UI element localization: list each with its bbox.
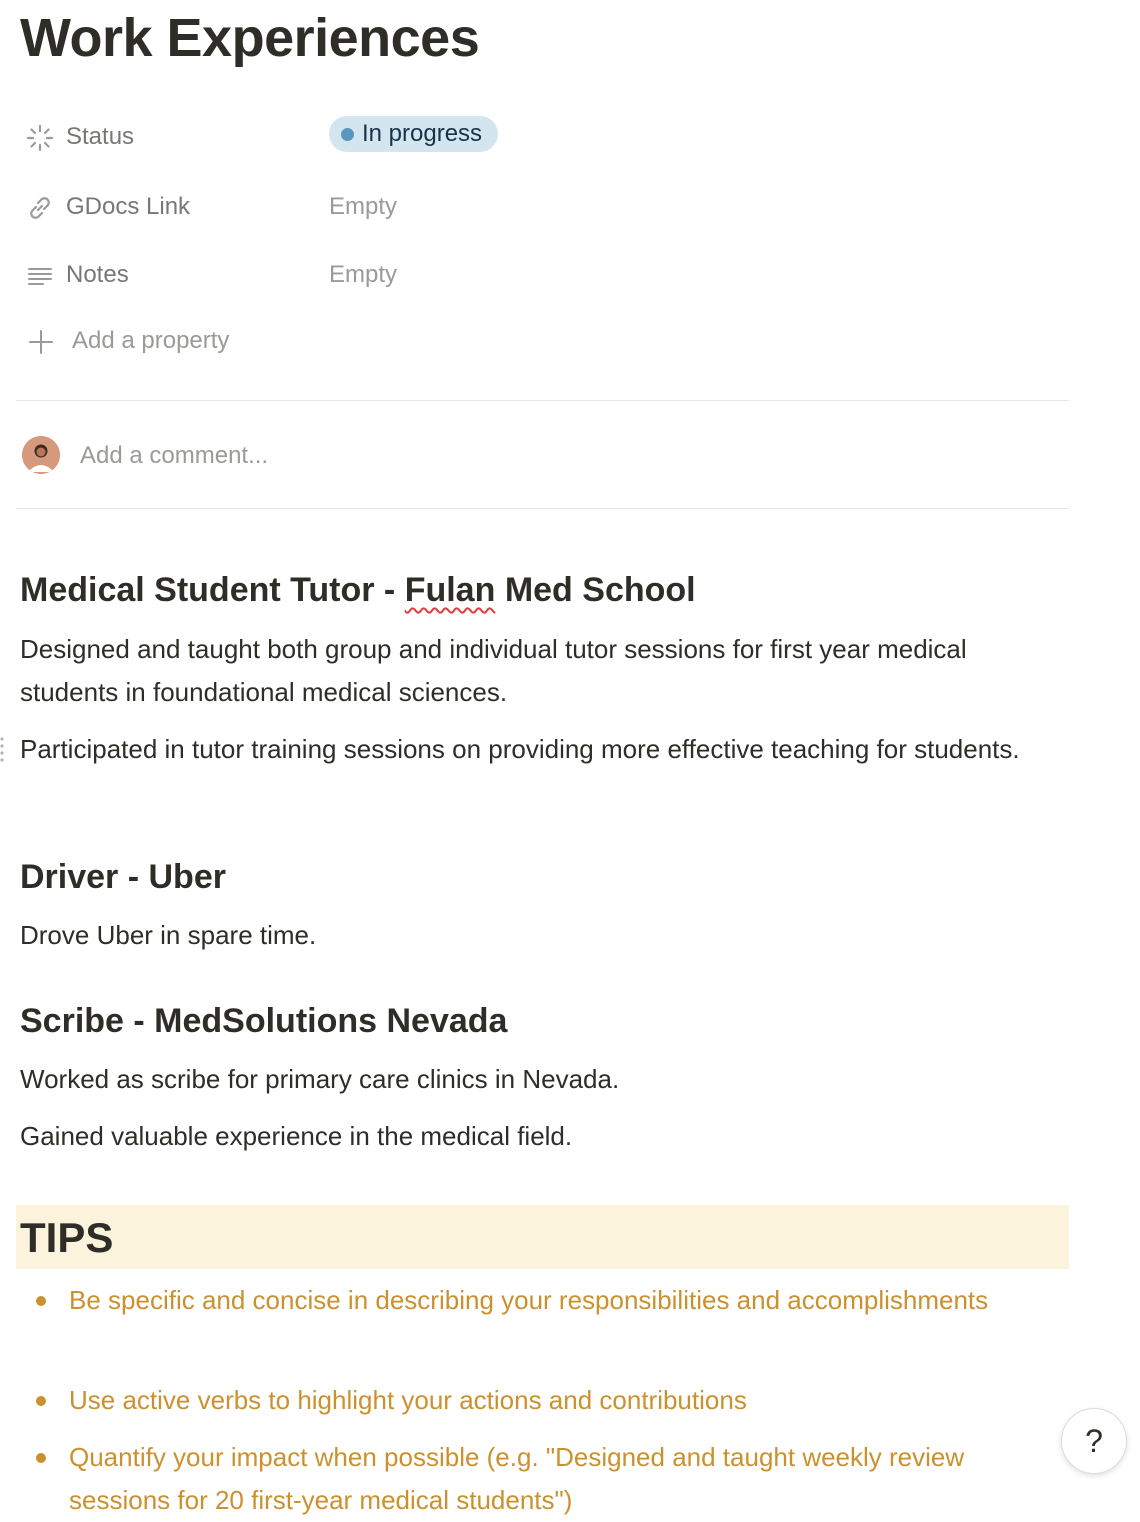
status-dot (341, 128, 354, 141)
heading-text: Medical Student Tutor - (20, 571, 405, 609)
property-label-gdocs-link: GDocs Link (66, 193, 191, 220)
status-value: In progress (362, 120, 483, 147)
drag-handle-icon[interactable] (0, 736, 6, 762)
paragraph[interactable]: Gained valuable experience in the medical field. (20, 1121, 573, 1151)
text-lines-icon (26, 262, 54, 290)
property-row-notes[interactable] (22, 254, 1062, 294)
tip-text: Quantify your impact when possible (e.g. "Designed and taught weekly review sessions for 20 first-year medical students") (69, 1442, 965, 1515)
section-heading[interactable]: Driver - Uber (20, 858, 226, 896)
comment-row[interactable] (22, 434, 622, 482)
help-question-icon: ? (1085, 1422, 1103, 1459)
bullet-icon (36, 1453, 46, 1463)
bullet-icon (36, 1296, 46, 1306)
property-row-gdocs-link[interactable] (22, 186, 1062, 226)
add-property-label: Add a property (72, 327, 230, 354)
paragraph[interactable]: Designed and taught both group and individual tutor sessions for first year medical students in foundational medical sciences. (20, 634, 967, 707)
misspelled-word: Fulan (404, 571, 496, 609)
page-title[interactable]: Work Experiences (20, 8, 480, 68)
status-badge[interactable] (329, 116, 498, 152)
add-property-button[interactable] (22, 322, 422, 362)
tip-text: Use active verbs to highlight your actions and contributions (69, 1385, 747, 1415)
help-button[interactable] (1061, 1408, 1127, 1474)
link-icon (26, 194, 54, 222)
bullet-icon (36, 1396, 46, 1406)
tips-callout[interactable] (16, 1205, 1069, 1269)
status-spinner-icon (26, 124, 54, 152)
tip-text: Be specific and concise in describing your responsibilities and accomplishments (69, 1285, 989, 1315)
divider (16, 508, 1069, 509)
comment-input[interactable]: Add a comment... (80, 442, 269, 469)
paragraph[interactable]: Participated in tutor training sessions on providing more effective teaching for students. (20, 734, 1020, 764)
property-label-notes: Notes (66, 261, 129, 288)
section-heading[interactable] (20, 568, 696, 612)
property-row-status[interactable] (22, 116, 1062, 156)
paragraph[interactable]: Worked as scribe for primary care clinics in Nevada. (20, 1064, 620, 1094)
avatar (22, 436, 60, 474)
tips-title: TIPS (20, 1214, 114, 1261)
paragraph[interactable]: Drove Uber in spare time. (20, 920, 317, 950)
property-label-status: Status (66, 123, 135, 150)
divider (16, 400, 1069, 401)
property-value-notes[interactable]: Empty (329, 261, 398, 288)
heading-text: Med School (495, 571, 696, 609)
plus-icon (27, 328, 55, 356)
property-value-gdocs-link[interactable]: Empty (329, 193, 398, 220)
section-heading[interactable]: Scribe - MedSolutions Nevada (20, 1002, 508, 1040)
